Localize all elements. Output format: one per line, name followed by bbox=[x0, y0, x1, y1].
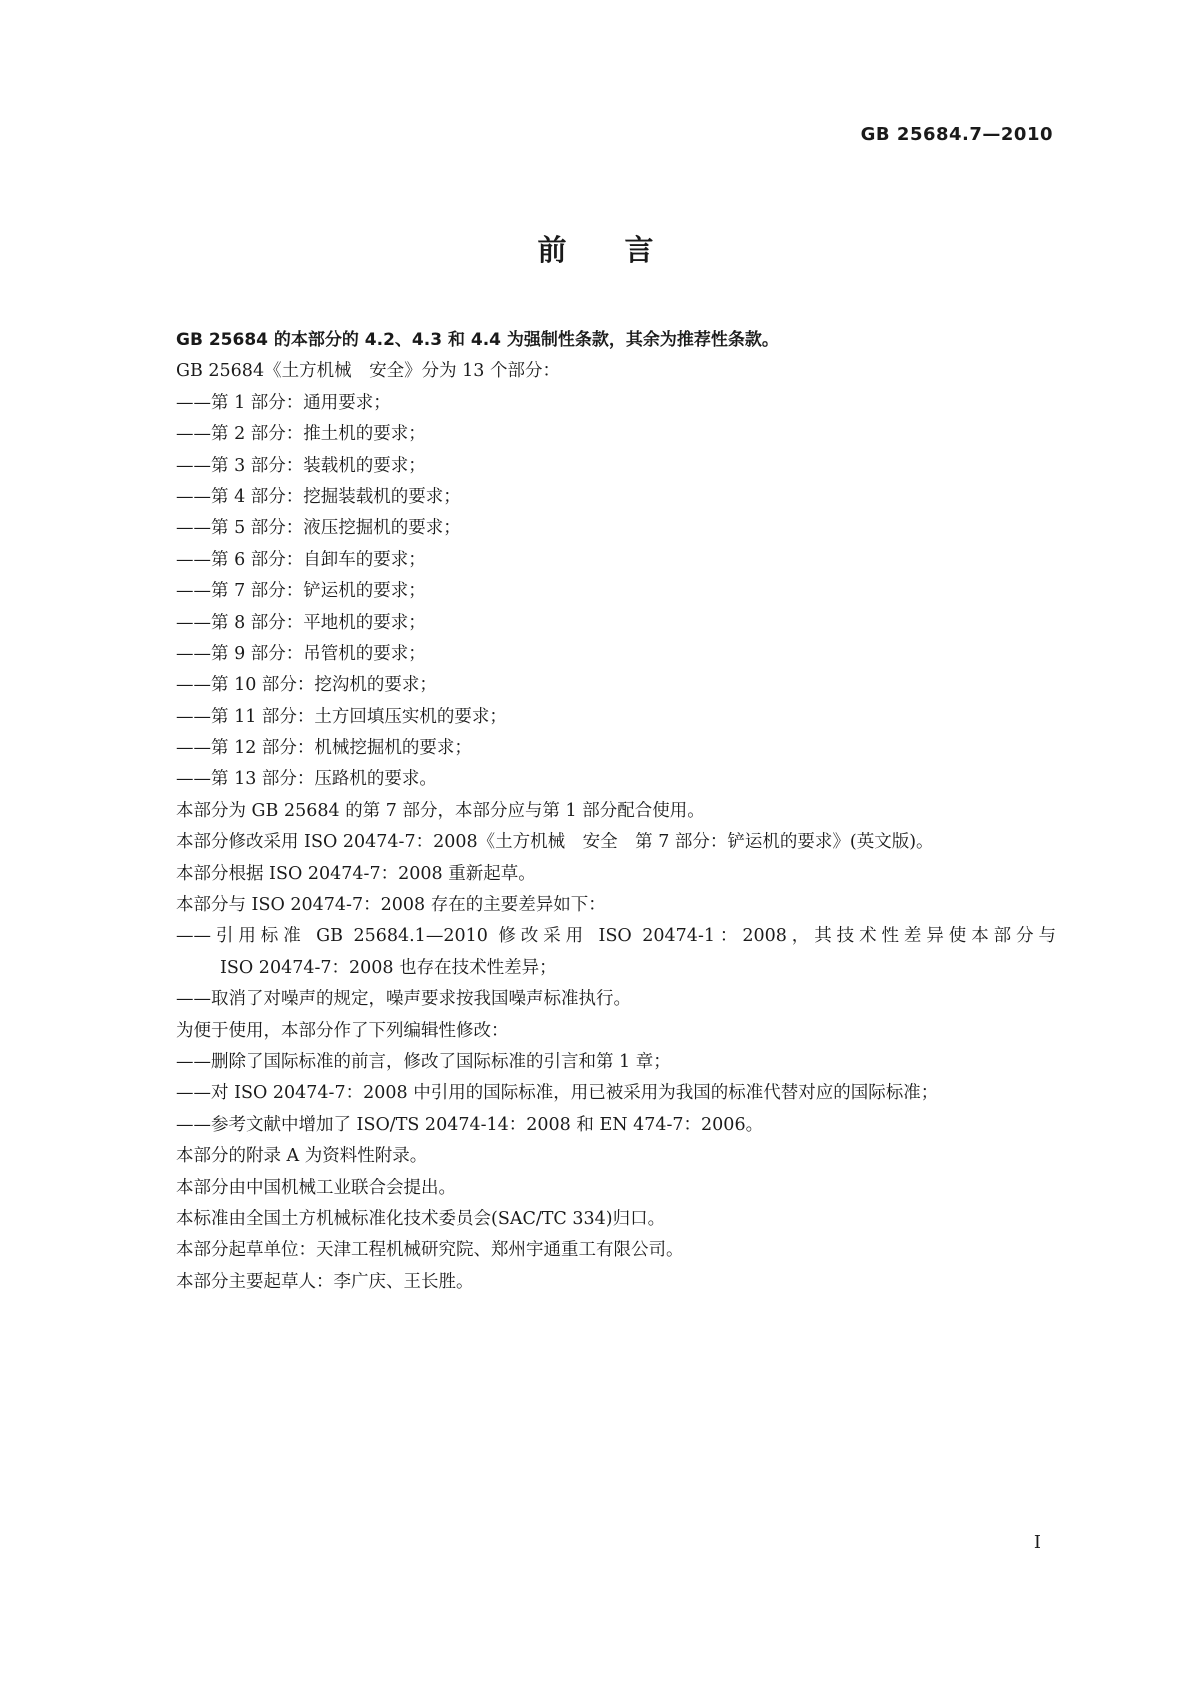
page-number: I bbox=[1033, 1532, 1041, 1553]
page-title: 前言 bbox=[537, 233, 712, 267]
editorial-change-item: ——参考文献中增加了 ISO/TS 20474-14：2008 和 EN 474-7：2006。 bbox=[176, 1114, 764, 1135]
paragraph: 本部分与 ISO 20474-7：2008 存在的主要差异如下： bbox=[176, 895, 606, 916]
part-list-item: ——第 8 部分：平地机的要求； bbox=[176, 612, 426, 633]
paragraph: 本部分主要起草人：李广庆、王长胜。 bbox=[176, 1271, 474, 1292]
editorial-change-item: ——对 ISO 20474-7：2008 中引用的国际标准，用已被采用为我国的标准代替对应的国际标准； bbox=[176, 1083, 939, 1104]
standard-number: GB 25684.7—2010 bbox=[860, 124, 1053, 145]
paragraph: 本部分的附录 A 为资料性附录。 bbox=[176, 1146, 428, 1167]
paragraph: 本部分为 GB 25684 的第 7 部分，本部分应与第 1 部分配合使用。 bbox=[176, 800, 705, 821]
part-list-item: ——第 10 部分：挖沟机的要求； bbox=[176, 675, 437, 696]
paragraph: 本部分起草单位：天津工程机械研究院、郑州宇通重工有限公司。 bbox=[176, 1240, 684, 1261]
part-list-item: ——第 13 部分：压路机的要求。 bbox=[176, 769, 437, 790]
part-list-item: ——第 4 部分：挖掘装载机的要求； bbox=[176, 486, 461, 507]
difference-item-continuation: ISO 20474-7：2008 也存在技术性差异； bbox=[220, 957, 557, 978]
part-list-item: ——第 1 部分：通用要求； bbox=[176, 392, 391, 413]
part-list-item: ——第 11 部分：土方回填压实机的要求； bbox=[176, 706, 507, 727]
document-body bbox=[176, 325, 1056, 1298]
paragraph: 本部分由中国机械工业联合会提出。 bbox=[176, 1177, 456, 1198]
part-list-item: ——第 2 部分：推土机的要求； bbox=[176, 424, 426, 445]
editorial-change-item: ——删除了国际标准的前言，修改了国际标准的引言和第 1 章； bbox=[176, 1051, 671, 1072]
part-list-item: ——第 12 部分：机械挖掘机的要求； bbox=[176, 738, 472, 759]
part-list-item: ——第 6 部分：自卸车的要求； bbox=[176, 549, 426, 570]
paragraph: 本标准由全国土方机械标准化技术委员会(SAC/TC 334)归口。 bbox=[176, 1208, 666, 1229]
mandatory-clause-statement: GB 25684 的本部分的 4.2、4.3 和 4.4 为强制性条款，其余为推荐性条款。 bbox=[176, 330, 779, 350]
paragraph: 本部分根据 ISO 20474-7：2008 重新起草。 bbox=[176, 863, 536, 884]
difference-item: ——引用标准 GB 25684.1—2010 修改采用 ISO 20474-1：2008，其技术性差异使本部分与 bbox=[176, 926, 1056, 947]
part-list-item: ——第 5 部分：液压挖掘机的要求； bbox=[176, 518, 461, 539]
parts-intro: GB 25684《土方机械 安全》分为 13 个部分： bbox=[176, 361, 560, 382]
difference-item: ——取消了对噪声的规定，噪声要求按我国噪声标准执行。 bbox=[176, 989, 631, 1010]
part-list-item: ——第 7 部分：铲运机的要求； bbox=[176, 581, 426, 602]
paragraph: 本部分修改采用 ISO 20474-7：2008《土方机械 安全 第 7 部分：铲运机的要求》(英文版)。 bbox=[176, 832, 934, 853]
part-list-item: ——第 3 部分：装载机的要求； bbox=[176, 455, 426, 476]
part-list-item: ——第 9 部分：吊管机的要求； bbox=[176, 643, 426, 664]
paragraph: 为便于使用，本部分作了下列编辑性修改： bbox=[176, 1020, 509, 1041]
